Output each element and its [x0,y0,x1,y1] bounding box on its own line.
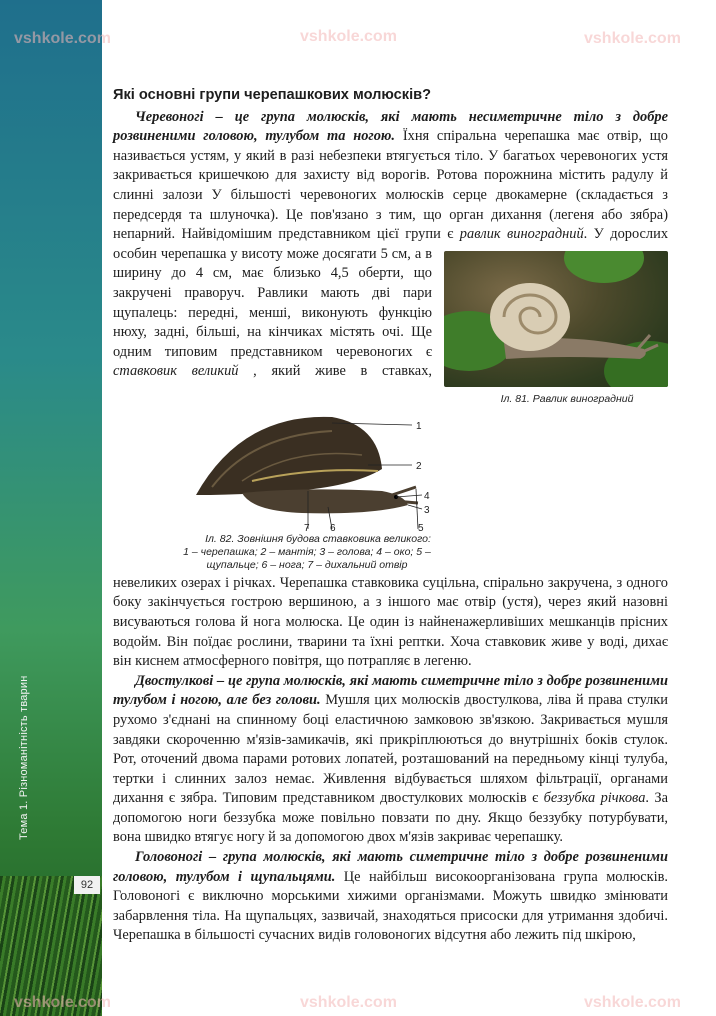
text-gastropods-1: Їхня спіральна черепашка має отвір, що називається устям, у який в разі небезпеки втягується тіло. У багатьох черевоногих устя закривається кришечкою для захисту від ворогів. Ротова порожнина містить радулу й слинні залози У більшості черевоногих молюсків серце двокамерне (складається з передсердя та шлуночка). Це пов'язано з тим, що орган дихання (легеня або зябра) непарний. Найвідомішим представником цієї групи є [113,128,669,243]
side-strip [0,0,102,1016]
watermark: vshkole.com [584,994,681,1011]
snail-illustration [444,251,668,387]
topic-label: Тема 1. Різноманітність тварин [18,675,30,840]
diagram-label: 2 [416,460,422,472]
text-gastropods-3: , який живе в ставках, невеликих озерах і річках. Черепашка ставковика суцільна, спірально закручена, з одного боку закінчується гострою вершиною, а з іншого має отвір (устя), через який назовні висуваються голова й нога молюска. Це один із найненажерливіших мешканців прісних водойм. Він поїдає рослини, тварини та їхні рептки. Хоча ставковик живе у воді, дихає він киснем атмосферного повітря, що потрапляє в легеню. [113,363,668,670]
text-bivalves-2: . За допомогою ноги беззубка може повільно повзати по дну. Якщо беззубку потурбувати, вона швидко втягує ногу й за допомогою двох м'язів закриває черепашку. [113,790,668,846]
diagram-label: 4 [424,490,430,502]
watermark: vshkole.com [584,30,681,47]
text-cephalopods-1: Це найбільш високоорганізована група молюсків. Головоногі є виключно морськими хижими організмами. Можуть швидко змінювати забарвлення тіла. На щупальцях, зазвичай, знаходяться присоски для утримання здобичі. Черепашка в більшості сучасних видів головоногих відсутня або лежить під шкірою, [113,868,669,944]
section-heading: Які основні групи черепашкових молюсків? [113,87,432,103]
paragraph-cephalopods [113,848,668,946]
figure-grape-snail [444,251,668,387]
term-gastropods: Черевоногі [135,108,204,125]
term-pond-snail: ставковик великий [113,363,239,380]
definition-gastropods: – це група молюсків, які мають несиметричне тіло з добре розвиненими головою, тулубом та ногою. [113,108,668,145]
diagram-label: 7 [304,522,310,533]
definition-cephalopods: – група молюсків, які мають симетричне тіло з добре розвиненими головою, тулубом і щупальцями. [113,849,668,885]
main-content [113,86,668,946]
term-bivalves: Двостулкові [135,672,214,689]
term-grape-snail: равлик виноградний [459,226,584,243]
text-gastropods-2: . У дорослих особин черепашка у висоту може досягати 5 см, а в ширину до 4 см, має близько 4,5 оберти, що закручені праворуч. Равлики мають дві пари щупалець: передні, менші, виконують функцію нюху, задні, більші, на кінчиках містять очі. Ще одним типовим представником черевоногих є [113,226,669,360]
pond-snail-diagram [182,395,432,533]
diagram-label: 6 [330,522,336,533]
diagram-label: 3 [424,504,430,516]
definition-bivalves: – це група молюсків, які мають симетричне тіло з добре розвиненими тулубом і ногою, але без голови. [113,672,668,709]
term-cephalopods: Головоногі [135,849,203,866]
watermark: vshkole.com [14,30,111,47]
watermark: vshkole.com [300,28,397,45]
paragraph-bivalves [113,672,668,848]
text-bivalves-1: Мушля цих молюсків двостулкова, ліва й права стулки рухомо з'єднані на спинному боці еластичною замковою зв'язкою. Закривається мушля завдяки скороченню м'язів-замикачів, які прикріплюються до внутрішніх боків стулок. Рот, оточений двома парами ротових лопатей, розташований на передньому кінці тулуба, тертки і слинних залоз немає. Живлення відбувається шляхом фільтрації, органами дихання є зябра. Типовим представником двостулкових молюсків є [113,692,669,807]
diagram-label: 5 [418,522,424,533]
diagram-label: 1 [416,420,422,432]
page-number: 92 [74,876,100,894]
caption-fig81: Іл. 81. Равлик виноградний [500,392,634,405]
caption-fig82: Іл. 82. Зовнішня будова ставковика великого: 1 – черепашка; 2 – мантія; 3 – голова; 4 – око; 5 – щупальце; 6 – нога; 7 – дихальний отвір [183,532,431,571]
figure-pond-snail [182,395,432,572]
term-swan-mussel: беззубка річкова [543,790,646,807]
paragraph-gastropods [113,108,668,672]
watermark: vshkole.com [300,994,397,1011]
watermark: vshkole.com [14,994,111,1011]
